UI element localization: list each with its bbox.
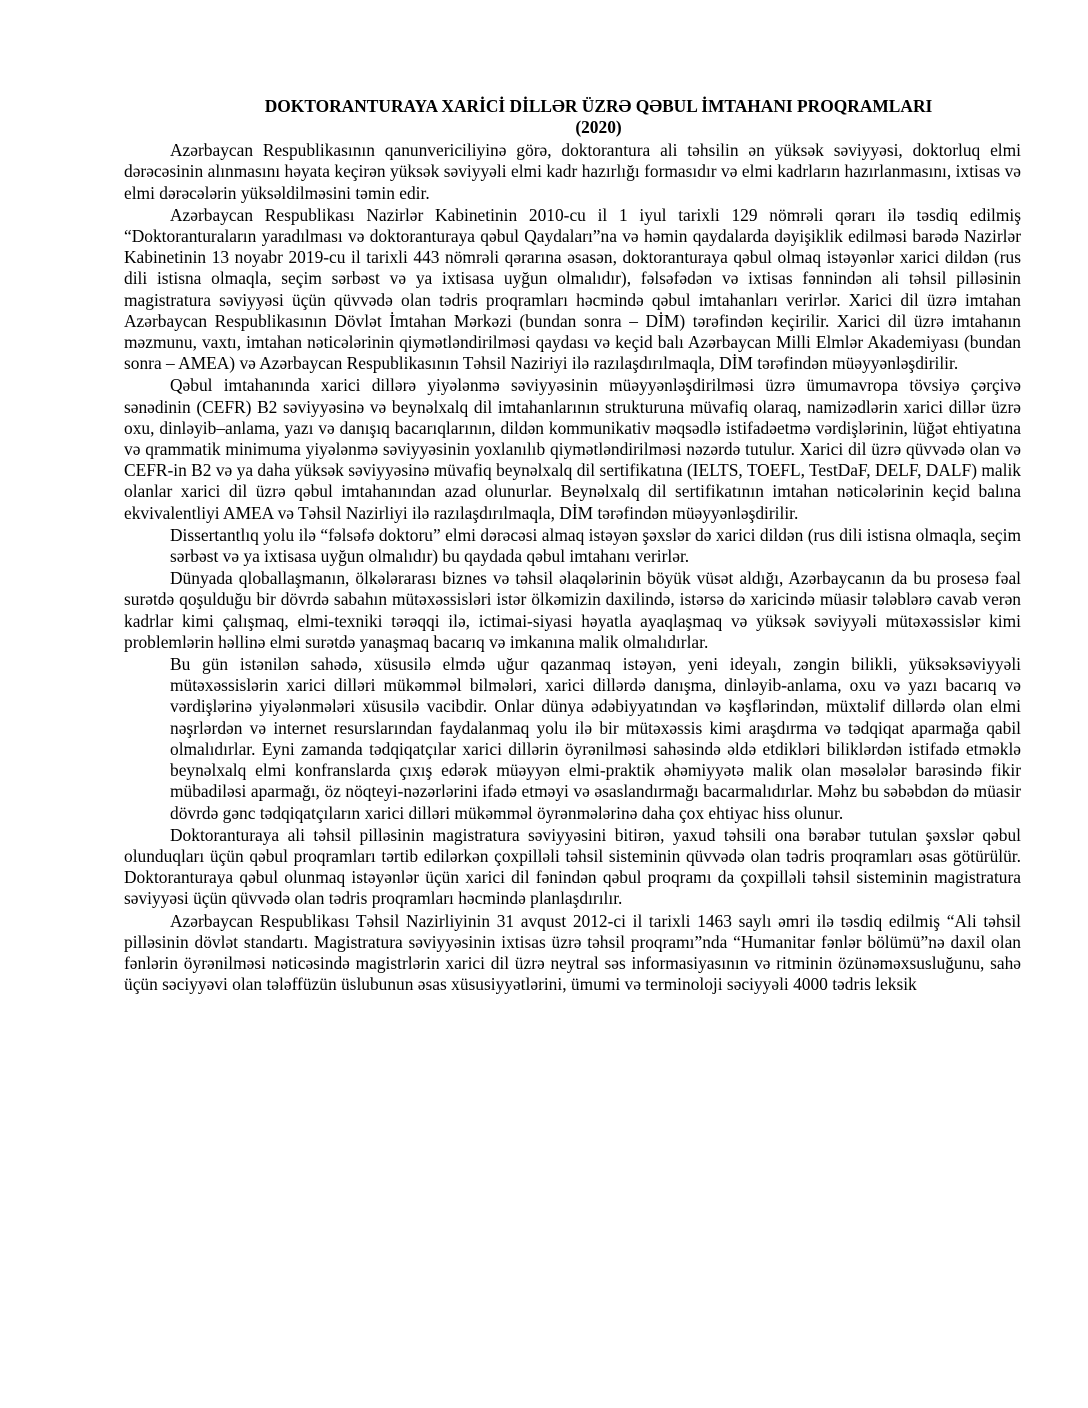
document-year: (2020) [575, 117, 622, 138]
paragraph-8: Azərbaycan Respublikası Təhsil Nazirliyinin 31 avqust 2012-ci il tarixli 1463 saylı əmri ilə təsdiq edilmiş “Ali təhsil pilləsinin dövlət standartı. Magistratura səviyyəsinin ixtisas üzrə təhsil proqramı”nda “Humanitar fənlər bölümü”nə daxil olan fənlərin öyrənilməsi nəticəsində magistrlərin xarici dil üzrə neytral səs informasiyasının və ritminin özünəməxsusluğunu, sahə üçün səciyyəvi olan tələffüzün üslubunun əsas xüsusiyyətlərini, ümumi və terminoloji səciyyəli 4000 tədris leksik [124, 910, 1021, 995]
paragraph-3: Qəbul imtahanında xarici dillərə yiyələnmə səviyyəsinin müəyyənləşdirilməsi üzrə ümumavropa tövsiyə çərçivə sənədinin (CEFR) B2 səviyyəsinə və beynəlxalq dil imtahanlarının strukturuna müvafiq olaraq, namizədlərin xarici dillər üzrə oxu, dinləyib–anlama, yazı və danışıq bacarıqlarının, dildən kommunikativ məqsədlə istifadəetmə vərdişlərinin, lüğət ehtiyatına və qrammatik minimuma yiyələnmə səviyyəsinin yoxlanılıb qiymətləndirilməsi nəzərdə tutulur. Xarici dil üzrə qüvvədə olan və CEFR-in B2 və ya daha yüksək səviyyəsinə müvafiq beynəlxalq dil sertifikatına (IELTS, TOEFL, TestDaF, DELF, DALF) malik olanlar xarici dil üzrə qəbul imtahanından azad olunurlar. Beynəlxalq dil sertifikatının imtahan nəticələrinin keçid balına ekvivalentliyi AMEA və Təhsil Nazirliyi ilə razılaşdırılmaqla, DİM tərəfindən müəyyənləşdirilir. [124, 375, 1021, 523]
document-title: DOKTORANTURAYA XARİCİ DİLLƏR ÜZRƏ QƏBUL İMTAHANI PROQRAMLARI [264, 96, 933, 116]
paragraph-7: Doktoranturaya ali təhsil pilləsinin magistratura səviyyəsini bitirən, yaxud təhsili ona bərabər tutulan şəxslər qəbul olunduqları üçün qəbul proqramları tərtib edilərkən çoxpilləli təhsil sisteminin qüvvədə olan tədris proqramları əsas götürülür. Doktoranturaya qəbul olunmaq istəyənlər üçün xarici dil fənindən qəbul proqramı da çoxpilləli təhsil sisteminin magistratura səviyyəsi üçün qüvvədə olan tədris proqramları həcmində planlaşdırılır. [124, 824, 1021, 909]
paragraph-4: Dissertantlıq yolu ilə “fəlsəfə doktoru” elmi dərəcəsi almaq istəyən şəxslər də xarici dildən (rus dili istisna olmaqla, seçim sərbəst və ya ixtisasa uyğun olmalıdır) bu qaydada qəbul imtahanı verirlər. [170, 524, 1021, 567]
paragraph-1: Azərbaycan Respublikasının qanunvericiliyinə görə, doktorantura ali təhsilin ən yüksək səviyyəsi, doktorluq elmi dərəcəsinin alınmasını həyata keçirən yüksək səviyyəli elmi kadr hazırlığı formasıdır və elmi kadrların hazırlanmasını, ixtisas və elmi dərəcələrin yüksəldilməsini təmin edir. [124, 140, 1021, 203]
paragraph-2: Azərbaycan Respublikası Nazirlər Kabinetinin 2010-cu il 1 iyul tarixli 129 nömrəli qərarı ilə təsdiq edilmiş “Doktoranturaların yaradılması və doktoranturaya qəbul Qaydaları”na və həmin qaydalarda dəyişiklik edilməsi barədə Nazirlər Kabinetinin 13 noyabr 2019-cu il tarixli 443 nömrəli qərarına əsasən, doktoranturaya qəbul olmaq istəyənlər xarici dildən (rus dili istisna olmaqla, seçim sərbəst və ya ixtisasa uyğun olmalıdır), fəlsəfədən və ixtisas fənnindən ali təhsil pilləsinin magistratura səviyyəsi üçün qüvvədə olan tədris proqramları həcmində qəbul imtahanları verirlər. Xarici dil üzrə imtahan Azərbaycan Respublikasının Dövlət İmtahan Mərkəzi (bundan sonra – DİM) tərəfindən keçirilir. Xarici dil üzrə imtahanın məzmunu, vaxtı, imtahan nəticələrinin qiymətləndirilməsi qaydası və keçid balı Azərbaycan Milli Elmlər Akademiyası (bundan sonra – AMEA) və Azərbaycan Respublikasının Təhsil Naziriyi ilə razılaşdırılmaqla, DİM tərəfindən müəyyənləşdirilir. [124, 204, 1021, 374]
paragraph-5: Dünyada qloballaşmanın, ölkələrarası biznes və təhsil əlaqələrinin böyük vüsət aldığı, Azərbaycanın da bu prosesə fəal surətdə qoşulduğu bir dövrdə sabahın mütəxəssisləri istər ölkəmizin daxilində, istərsə də xaricində müasir tələblərə cavab verən kadrlar kimi çalışmaq, elmi-texniki tərəqqi ilə, ictimai-siyasi həyatla ayaqlaşmaq və yüksək səviyyəli mütəxəssislər kimi problemlərin həllinə elmi surətdə yanaşmaq bacarıq və imkanına malik olmalıdırlar. [124, 568, 1021, 652]
paragraph-6: Bu gün istənilən sahədə, xüsusilə elmdə uğur qazanmaq istəyən, yeni ideyalı, zəngin bilikli, yüksəksəviyyəli mütəxəssislərin xarici dilləri mükəmməl bilmələri, xarici dillərdə danışma, dinləyib-anlama, oxu və yazı bacarıq və vərdişlərinə yiyələnmələri xüsusilə vacibdir. Onlar dünya ədəbiyyatından və kəşflərindən, müxtəlif dillərdə olan elmi nəşrlərdən və internet resurslarından faydalanmaq yolu ilə bir mütəxəssis kimi araşdırma və tədqiqat aparmağa qabil olmalıdırlar. Eyni zamanda tədqiqatçılar xarici dillərin öyrənilməsi sahəsində əldə etdikləri biliklərdən istifadə etməklə beynəlxalq elmi konfranslarda çıxış edərək müəyyən elmi-praktik əhəmiyyətə malik olan məsələlər barəsində fikir mübadiləsi aparmağı, öz nöqteyi-nəzərlərini ifadə etməyi və əsaslandırmağı bacarmalıdırlar. Məhz bu səbəbdən də müasir dövrdə gənc tədqiqatçıların xarici dilləri mükəmməl öyrənmələrinə daha çox ehtiyac hiss olunur. [170, 654, 1021, 823]
